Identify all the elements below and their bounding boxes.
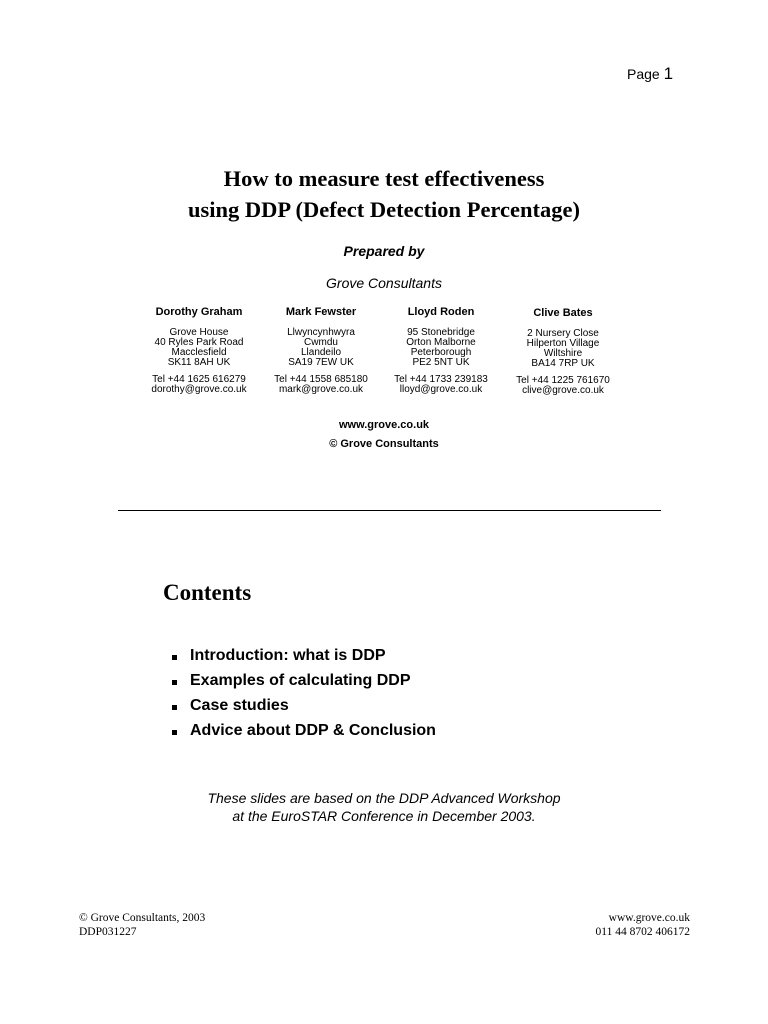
address-line: Grove House [169,327,229,338]
page-number [627,64,673,84]
footer-left [79,911,205,939]
list-item [172,693,436,718]
note-line-1: These slides are based on the DDP Advanced Workshop [207,790,561,806]
list-item-label: Introduction: what is DDP [190,646,386,664]
page-number-value: 1 [663,64,674,83]
note-line-2: at the EuroSTAR Conference in December 2003. [232,808,536,824]
author-tel: Tel +44 1733 239183 [394,374,488,385]
document-title [0,163,768,225]
address-line: SK11 8AH UK [167,357,231,368]
author-address [493,329,633,376]
address-line: 95 Stonebridge [407,327,475,338]
address-line: Wiltshire [543,348,583,359]
footer-copyright: © Grove Consultants, 2003 [79,912,206,924]
contents-list [172,643,436,743]
author-block [251,307,391,395]
company-name: Grove Consultants [326,275,442,291]
title-line-2: using DDP (Defect Detection Percentage) [188,197,580,222]
list-item [172,718,436,743]
address-line: Llandeilo [300,347,342,358]
list-item-label: Advice about DDP & Conclusion [190,721,436,739]
list-item-label: Case studies [190,696,289,714]
address-line: Hilperton Village [526,338,600,349]
address-line: Llwyncynhwyra [287,327,355,338]
bullet-icon [172,705,177,710]
address-line: Cwmdu [304,337,338,348]
address-line: PE2 5NT UK [412,357,470,368]
address-line: 2 Nursery Close [527,328,599,339]
prepared-by: Prepared by [343,243,425,259]
list-item [172,643,436,668]
author-name: Dorothy Graham [155,306,243,318]
bullet-icon [172,730,177,735]
author-tel: Tel +44 1225 761670 [516,375,610,386]
footer-website[interactable]: www.grove.co.uk [608,912,690,924]
copyright-notice: © Grove Consultants [329,438,439,450]
website-link[interactable]: www.grove.co.uk [338,419,430,431]
author-address [371,328,511,375]
list-item-label: Examples of calculating DDP [190,671,411,689]
page-label: Page [627,66,660,82]
address-line: Orton Malborne [406,337,476,348]
list-item [172,668,436,693]
footer-doc-id: DDP031227 [79,926,137,938]
author-email[interactable]: mark@grove.co.uk [278,384,364,395]
bullet-icon [172,680,177,685]
address-line: 40 Ryles Park Road [154,337,244,348]
author-address [129,328,269,375]
bullet-icon [172,655,177,660]
footer-phone: 011 44 8702 406172 [595,926,690,938]
author-block [493,308,633,396]
author-email[interactable]: clive@grove.co.uk [522,385,604,396]
horizontal-divider [118,510,661,511]
address-line: Macclesfield [171,347,227,358]
author-name: Mark Fewster [285,306,357,318]
author-email[interactable]: dorothy@grove.co.uk [151,384,247,395]
title-line-1: How to measure test effectiveness [223,166,545,191]
author-tel: Tel +44 1625 616279 [152,374,246,385]
author-block [129,307,269,395]
author-name: Clive Bates [533,307,593,319]
author-address [251,328,391,375]
author-name: Lloyd Roden [407,306,475,318]
address-line: SA19 7EW UK [288,357,354,368]
workshop-note [0,789,768,825]
footer-right [510,911,690,939]
author-block [371,307,511,395]
address-line: BA14 7RP UK [531,358,595,369]
author-tel: Tel +44 1558 685180 [274,374,368,385]
contents-heading: Contents [163,580,252,605]
author-email[interactable]: lloyd@grove.co.uk [399,384,483,395]
address-line: Peterborough [410,347,472,358]
